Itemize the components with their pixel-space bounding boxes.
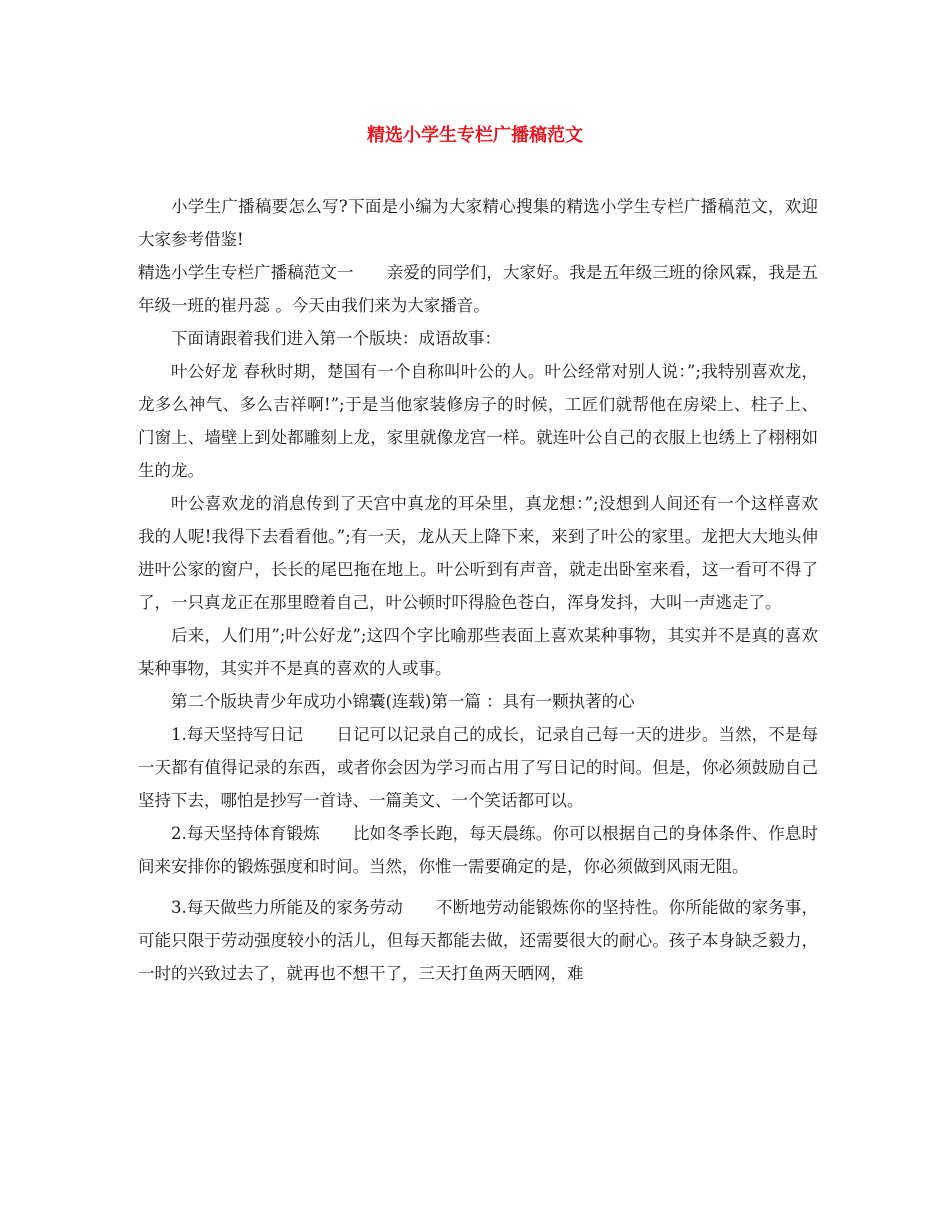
document-title: 精选小学生专栏广播稿范文 [367,125,583,146]
story-paragraph-1: 叶公好龙 春秋时期，楚国有一个自称叫叶公的人。叶公经常对别人说：”;我特别喜欢龙，龙多么神气、多么吉祥啊!”;于是当他家装修房子的时候，工匠们就帮他在房梁上、柱子上、门窗上、墙壁上到处都雕刻上龙，家里就像龙宫一样。就连叶公自己的衣服上也绣上了栩栩如生的龙。 [138,362,818,480]
tip-3: 3.每天做些力所能及的家务劳动 不断地劳动能锻炼你的坚持性。你所能做的家务事，可能只限于劳动强度较小的活儿，但每天都能去做，还需要很大的耐心。孩子本身缺乏毅力，一时的兴致过去了，就再也不想干了，三天打鱼两天晒网，难 [138,898,818,983]
section-two-heading: 第二个版块青少年成功小锦囊(连载)第一篇 ：具有一颗执著的心 [171,692,635,711]
intro-paragraph: 小学生广播稿要怎么写?下面是小编为大家精心搜集的精选小学生专栏广播稿范文，欢迎大家参考借鉴! [138,197,818,249]
document-body [138,190,818,990]
story-paragraph-2: 叶公喜欢龙的消息传到了天宫中真龙的耳朵里，真龙想：”;没想到人间还有一个这样喜欢我的人呢!我得下去看看他。”;有一天，龙从天上降下来，来到了叶公的家里。龙把大大地头伸进叶公家的窗户，长长的尾巴拖在地上。叶公听到有声音，就走出卧室来看，这一看可不得了了，一只真龙正在那里瞪着自己，叶公顿时吓得脸色苍白，浑身发抖，大叫一声逃走了。 [138,494,818,612]
story-moral: 后来，人们用”;叶公好龙”;这四个字比喻那些表面上喜欢某种事物，其实并不是真的喜欢某种事物，其实并不是真的喜欢的人或事。 [138,626,818,678]
tip-2: 2.每天坚持体育锻炼 比如冬季长跑，每天晨练。你可以根据自己的身体条件、作息时间来安排你的锻炼强度和时间。当然，你惟一需要确定的是，你必须做到风雨无阻。 [138,824,818,876]
section-transition: 下面请跟着我们进入第一个版块：成语故事： [171,329,501,348]
tip-1: 1.每天坚持写日记 日记可以记录自己的成长，记录自己每一天的进步。当然，不是每一天都有值得记录的东西，或者你会因为学习而占用了写日记的时间。但是，你必须鼓励自己坚持下去，哪怕是抄写一首诗、一篇美文、一个笑话都可以。 [138,725,818,810]
section-one-opening: 精选小学生专栏广播稿范文一 亲爱的同学们，大家好。我是五年级三班的徐风霖，我是五年级一班的崔丹蕊 。今天由我们来为大家播音。 [138,263,818,315]
